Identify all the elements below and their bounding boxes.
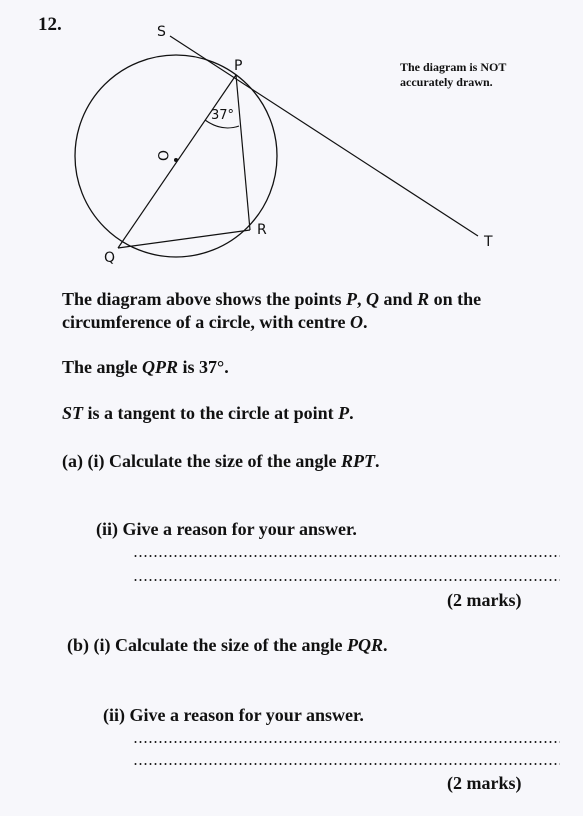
marks-a: (2 marks) bbox=[447, 590, 522, 610]
angle-statement bbox=[62, 356, 229, 379]
part-b-i-text: (b) (i) Calculate the size of the angle bbox=[67, 635, 347, 655]
centre-o: O bbox=[350, 312, 364, 332]
part-a-i-text: (a) (i) Calculate the size of the angle bbox=[62, 451, 341, 471]
part-a-ii: (ii) Give a reason for your answer. bbox=[96, 519, 357, 539]
label-p: P bbox=[234, 58, 243, 74]
circle-diagram bbox=[0, 0, 583, 280]
diagram-note-line1: The diagram is NOT bbox=[400, 60, 507, 74]
part-b-ii: (ii) Give a reason for your answer. bbox=[103, 705, 364, 725]
tangent-point: P bbox=[338, 403, 350, 423]
angle-text: The angle bbox=[62, 357, 143, 377]
intro-paragraph bbox=[62, 288, 562, 334]
angle-value: is 37°. bbox=[178, 357, 229, 377]
period: . bbox=[382, 635, 388, 655]
label-s: S bbox=[157, 24, 166, 40]
intro-text-end: on the bbox=[429, 289, 482, 309]
marks-b: (2 marks) bbox=[447, 773, 522, 793]
answer-line-a1[interactable] bbox=[133, 554, 560, 558]
answer-line-b1[interactable] bbox=[133, 740, 560, 744]
part-b-i bbox=[67, 634, 387, 657]
period: . bbox=[363, 312, 368, 332]
period: . bbox=[349, 403, 354, 423]
tangent-text: is a tangent to the circle at point bbox=[83, 403, 339, 423]
angle-label: 37° bbox=[211, 108, 235, 123]
and-text: and bbox=[379, 289, 418, 309]
label-t: T bbox=[484, 234, 493, 250]
diagram-note-line2: accurately drawn. bbox=[400, 75, 493, 89]
intro-line2 bbox=[62, 311, 562, 334]
period: . bbox=[374, 451, 380, 471]
answer-line-a2[interactable] bbox=[133, 578, 560, 582]
part-a-i bbox=[62, 450, 379, 473]
angle-pqr: PQR bbox=[346, 635, 383, 655]
point-q: Q bbox=[366, 289, 380, 309]
tangent-statement bbox=[62, 402, 354, 425]
question-number: 12. bbox=[38, 14, 62, 35]
intro-text-2: circumference of a circle, with centre bbox=[62, 312, 351, 332]
diagram-note bbox=[400, 60, 550, 90]
chord-qr bbox=[118, 230, 250, 248]
label-q: Q bbox=[104, 250, 116, 266]
intro-line1 bbox=[62, 288, 562, 311]
angle-name: QPR bbox=[142, 357, 179, 377]
point-p: P bbox=[346, 289, 358, 309]
answer-line-b2[interactable] bbox=[133, 762, 560, 766]
separator: , bbox=[357, 289, 367, 309]
intro-text: The diagram above shows the points bbox=[62, 289, 347, 309]
label-r: R bbox=[257, 222, 267, 238]
angle-rpt: RPT bbox=[340, 451, 375, 471]
label-o: O bbox=[154, 150, 170, 162]
point-r: R bbox=[417, 289, 430, 309]
chord-pr bbox=[236, 75, 250, 230]
tangent-name: ST bbox=[62, 403, 84, 423]
centre-point bbox=[174, 158, 178, 162]
